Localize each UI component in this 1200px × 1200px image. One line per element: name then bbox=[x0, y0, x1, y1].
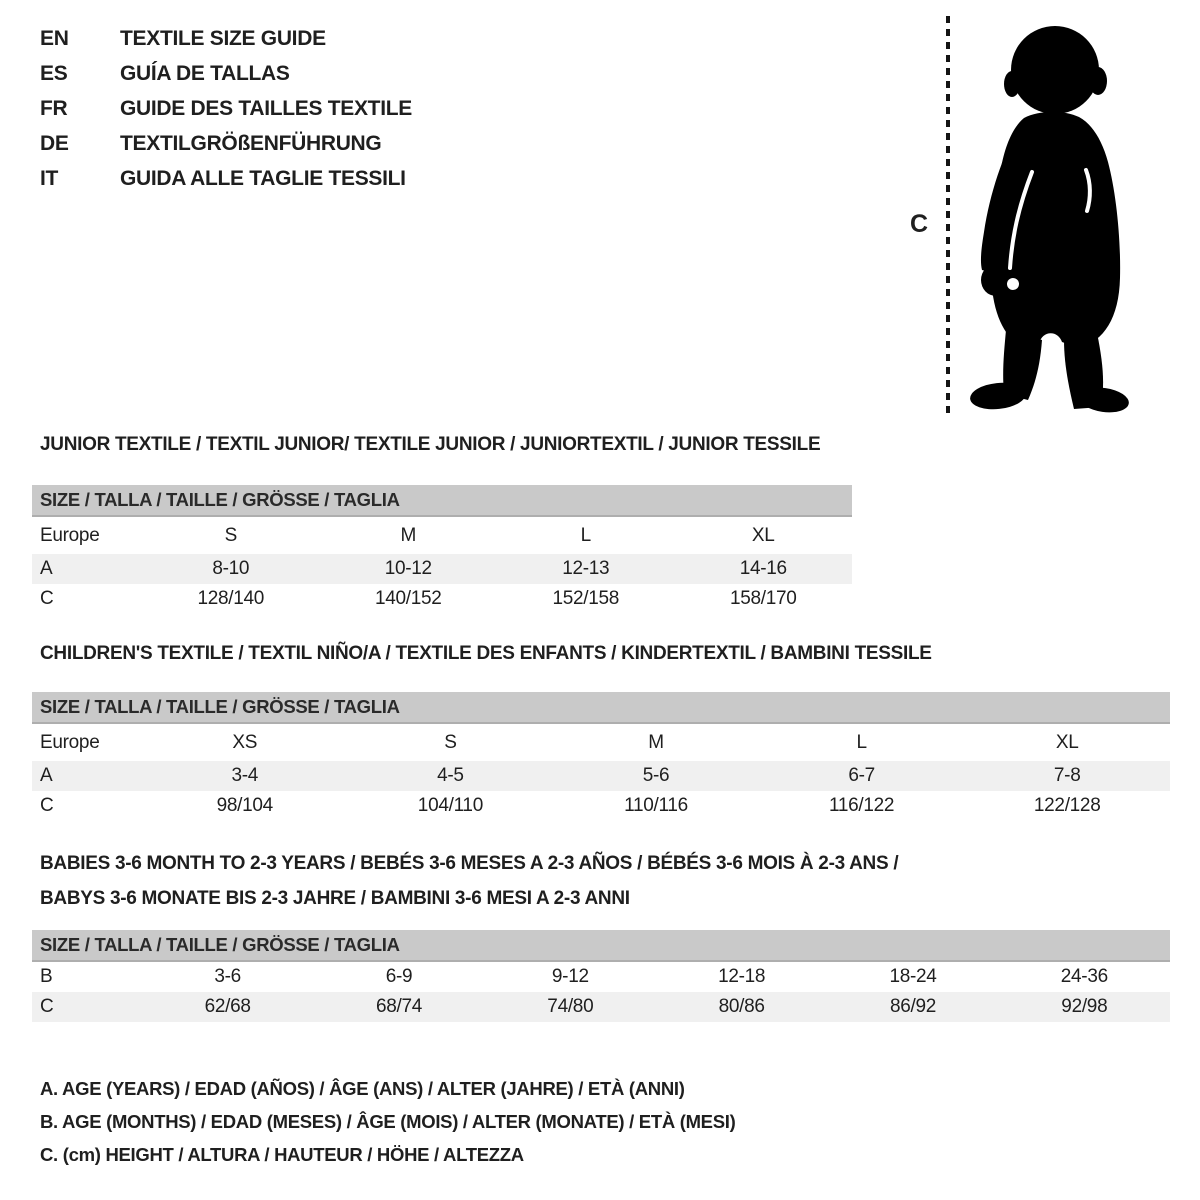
table-cell: 140/152 bbox=[374, 588, 442, 609]
table-cell: 3-6 bbox=[214, 966, 241, 987]
language-code: EN bbox=[40, 27, 69, 50]
table-header-bar bbox=[32, 930, 1170, 962]
size-column-header: M bbox=[400, 524, 417, 546]
section-3 bbox=[32, 846, 1170, 1022]
table-cell: 98/104 bbox=[216, 795, 273, 816]
table-cell: 6-7 bbox=[848, 765, 875, 786]
size-columns-row bbox=[32, 724, 1170, 761]
section-title-line: CHILDREN'S TEXTILE / TEXTIL NIÑO/A / TEXTILE DES ENFANTS / KINDERTEXTIL / BAMBINI TESSILE bbox=[40, 643, 932, 664]
row-label: C bbox=[40, 996, 54, 1017]
table-cell: 14-16 bbox=[739, 558, 787, 579]
language-row bbox=[40, 97, 412, 120]
size-table-2 bbox=[32, 692, 1170, 821]
table-cell: 74/80 bbox=[547, 996, 594, 1017]
table-cell: 5-6 bbox=[642, 765, 670, 786]
table-row bbox=[32, 761, 1170, 791]
table-row bbox=[32, 791, 1170, 821]
height-measure-label: C bbox=[910, 210, 928, 238]
table-cell: 24-36 bbox=[1060, 966, 1108, 987]
footnote-line: B. AGE (MONTHS) / EDAD (MESES) / ÂGE (MOIS) / ALTER (MONATE) / ETÀ (MESI) bbox=[40, 1111, 736, 1132]
table-cell: 68/74 bbox=[375, 996, 423, 1017]
footnote-line: C. (cm) HEIGHT / ALTURA / HAUTEUR / HÖHE / ALTEZZA bbox=[40, 1144, 524, 1165]
table-cell: 152/158 bbox=[552, 588, 620, 609]
table-cell: 7-8 bbox=[1053, 765, 1081, 786]
section-title-line: BABIES 3-6 MONTH TO 2-3 YEARS / BEBÉS 3-6 MESES A 2-3 AÑOS / BÉBÉS 3-6 MOIS À 2-3 ANS / bbox=[40, 853, 899, 874]
language-title: GUÍA DE TALLAS bbox=[120, 62, 290, 85]
language-row bbox=[40, 167, 412, 190]
section-2-title bbox=[32, 642, 1170, 666]
footnotes bbox=[40, 1072, 735, 1171]
language-code: DE bbox=[40, 132, 69, 155]
table-cell: 4-5 bbox=[437, 765, 464, 786]
silhouette-hand-left bbox=[981, 264, 1011, 296]
table-header-bar bbox=[32, 485, 852, 517]
region-label: Europe bbox=[40, 731, 100, 753]
size-column-header: XL bbox=[751, 524, 775, 546]
table-cell: 158/170 bbox=[729, 588, 797, 609]
silhouette-hand-notch bbox=[1007, 278, 1019, 290]
size-column-header: S bbox=[444, 731, 457, 753]
table-cell: 10-12 bbox=[384, 558, 432, 579]
row-label: C bbox=[40, 795, 54, 816]
section-1-title bbox=[32, 433, 852, 457]
size-column-header: S bbox=[224, 524, 237, 546]
table-cell: 122/128 bbox=[1033, 795, 1101, 816]
table-cell: 116/122 bbox=[829, 795, 895, 816]
language-code: FR bbox=[40, 97, 68, 120]
row-label: B bbox=[40, 966, 53, 987]
language-list bbox=[40, 27, 412, 202]
language-code: IT bbox=[40, 167, 59, 190]
table-cell: 86/92 bbox=[889, 996, 937, 1017]
size-column-header: XS bbox=[232, 731, 258, 753]
language-title: TEXTILGRÖßENFÜHRUNG bbox=[120, 132, 382, 155]
size-column-header: XL bbox=[1055, 731, 1079, 753]
table-cell: 110/116 bbox=[624, 795, 688, 816]
region-label: Europe bbox=[40, 524, 100, 546]
table-cell: 12-18 bbox=[718, 966, 766, 987]
table-cell: 128/140 bbox=[197, 588, 265, 609]
table-cell: 80/86 bbox=[718, 996, 765, 1017]
table-cell: 8-10 bbox=[212, 558, 250, 579]
table-header-label: SIZE / TALLA / TAILLE / GRÖSSE / TAGLIA bbox=[40, 934, 400, 955]
table-header-bar bbox=[32, 692, 1170, 724]
table-cell: 62/68 bbox=[204, 996, 251, 1017]
section-title-line: JUNIOR TEXTILE / TEXTIL JUNIOR/ TEXTILE JUNIOR / JUNIORTEXTIL / JUNIOR TESSILE bbox=[40, 434, 821, 455]
table-cell: 12-13 bbox=[562, 558, 610, 579]
section-2 bbox=[32, 642, 1170, 821]
table-header-label: SIZE / TALLA / TAILLE / GRÖSSE / TAGLIA bbox=[40, 489, 400, 510]
language-code: ES bbox=[40, 62, 68, 85]
silhouette-head bbox=[1011, 26, 1099, 114]
row-label: A bbox=[40, 765, 53, 786]
silhouette-ear-left bbox=[1004, 71, 1020, 97]
table-row bbox=[32, 992, 1170, 1022]
size-columns-row bbox=[32, 517, 852, 554]
row-label: A bbox=[40, 558, 53, 579]
table-cell: 9-12 bbox=[551, 966, 589, 987]
footnote-line: A. AGE (YEARS) / EDAD (AÑOS) / ÂGE (ANS) / ALTER (JAHRE) / ETÀ (ANNI) bbox=[40, 1078, 685, 1099]
table-cell: 3-4 bbox=[231, 765, 259, 786]
size-column-header: L bbox=[856, 731, 867, 753]
language-title: GUIDE DES TAILLES TEXTILE bbox=[120, 97, 412, 120]
table-row bbox=[32, 584, 852, 614]
table-row bbox=[32, 554, 852, 584]
table-cell: 92/98 bbox=[1061, 996, 1108, 1017]
table-header-label: SIZE / TALLA / TAILLE / GRÖSSE / TAGLIA bbox=[40, 696, 400, 717]
section-3-title bbox=[32, 846, 1170, 916]
section-1 bbox=[32, 433, 852, 614]
table-cell: 104/110 bbox=[417, 795, 483, 816]
silhouette-ear-right bbox=[1089, 67, 1107, 95]
language-title: GUIDA ALLE TAGLIE TESSILI bbox=[120, 167, 406, 190]
size-table-3 bbox=[32, 930, 1170, 1022]
language-row bbox=[40, 62, 412, 85]
height-measure-dashed-line bbox=[946, 16, 950, 418]
language-title: TEXTILE SIZE GUIDE bbox=[120, 27, 326, 50]
size-column-header: M bbox=[648, 731, 664, 753]
language-row bbox=[40, 27, 412, 50]
row-label: C bbox=[40, 588, 54, 609]
size-table-1 bbox=[32, 485, 852, 614]
table-cell: 18-24 bbox=[889, 966, 937, 987]
size-column-header: L bbox=[580, 524, 591, 546]
section-title-line: BABYS 3-6 MONATE BIS 2-3 JAHRE / BAMBINI 3-6 MESI A 2-3 ANNI bbox=[40, 888, 630, 909]
table-row bbox=[32, 962, 1170, 992]
toddler-silhouette-icon bbox=[964, 22, 1144, 420]
table-cell: 6-9 bbox=[385, 966, 413, 987]
language-row bbox=[40, 132, 412, 155]
